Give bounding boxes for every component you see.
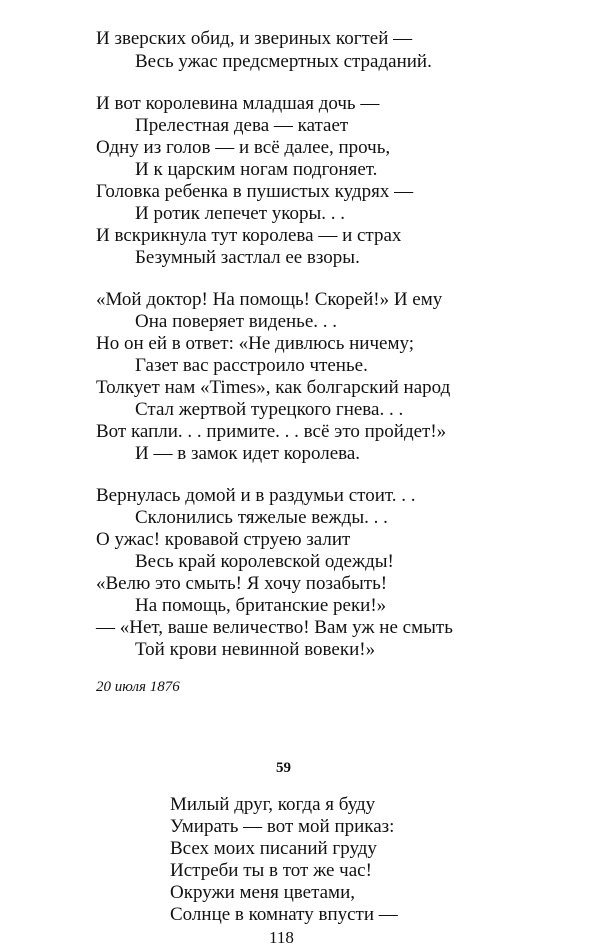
poem-line: И зверских обид, и звериных когтей —	[96, 28, 413, 49]
poem-line: Вот капли. . . примите. . . всё это пройдет!»	[96, 421, 447, 442]
poem-line: Той крови невинной вовеки!»	[135, 639, 376, 660]
poem-line: Вернулась домой и в раздумьи стоит. . .	[96, 485, 416, 506]
poem-line: — «Нет, ваше величество! Вам уж не смыть	[96, 617, 453, 638]
poem-line: И вот королевина младшая дочь —	[96, 93, 380, 114]
poem-line: Весь край королевской одежды!	[135, 551, 394, 572]
poem-line: Но он ей в ответ: «Не дивлюсь ничему;	[96, 333, 414, 354]
poem-line: Головка ребенка в пушистых кудрях —	[96, 181, 414, 202]
poem-line: Солнце в комнату впусти —	[170, 904, 398, 925]
poem-line: Стал жертвой турецкого гнева. . .	[135, 399, 404, 420]
poem-line: Весь ужас предсмертных страданий.	[135, 51, 432, 72]
poem-line: Истреби ты в тот же час!	[170, 860, 372, 881]
poem-line: Безумный застлал ее взоры.	[135, 247, 360, 268]
poem-line: Милый друг, когда я буду	[170, 794, 376, 815]
poem-line: Прелестная дева — катает	[135, 115, 349, 136]
poem-line: Толкует нам «Times», как болгарский народ	[96, 377, 451, 398]
poem-line: Она поверяет виденье. . .	[135, 311, 338, 332]
poem-line: Одну из голов — и всё далее, прочь,	[96, 137, 391, 158]
poem-line: И вскрикнула тут королева — и страх	[96, 225, 402, 246]
poem-line: И — в замок идет королева.	[135, 443, 361, 464]
poem-date: 20 июля 1876	[96, 679, 180, 695]
poem-line: И ротик лепечет укоры. . .	[135, 203, 346, 224]
poem-line: Умирать — вот мой приказ:	[170, 816, 395, 837]
poem-line: Окружи меня цветами,	[170, 882, 355, 903]
poem-number: 59	[276, 760, 291, 776]
page-number: 118	[269, 928, 294, 947]
poem-line: «Мой доктор! На помощь! Скорей!» И ему	[96, 289, 443, 310]
poem-line: Газет вас расстроило чтенье.	[135, 355, 368, 376]
poem-line: На помощь, британские реки!»	[135, 595, 387, 616]
poem-line: О ужас! кровавой струею залит	[96, 529, 351, 550]
poem-line: «Велю это смыть! Я хочу позабыть!	[96, 573, 388, 594]
poem-line: Склонились тяжелые вежды. . .	[135, 507, 388, 528]
poem-line: Всех моих писаний груду	[170, 838, 377, 859]
poem-line: И к царским ногам подгоняет.	[135, 159, 378, 180]
